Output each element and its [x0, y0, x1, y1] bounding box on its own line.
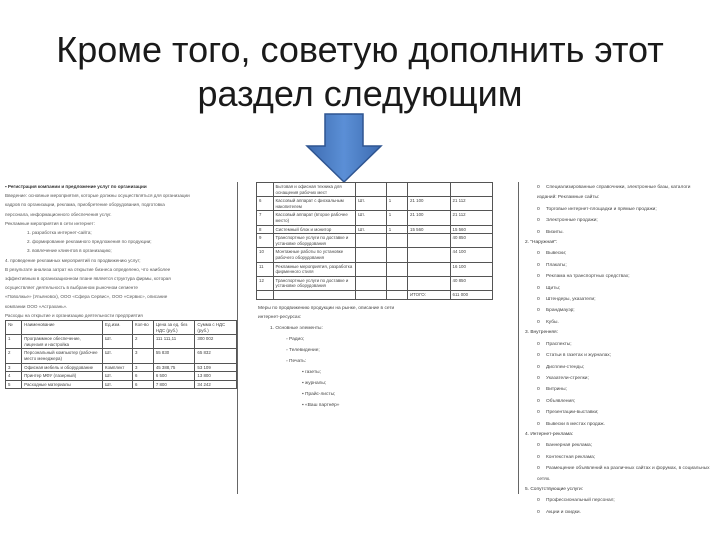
down-arrow-icon — [305, 112, 383, 184]
table-cell: 45 388,75 — [153, 363, 195, 372]
table-cell: 15 560 — [450, 225, 493, 234]
list-item — [525, 227, 723, 238]
paragraph: Рекламные мероприятия в сети интернет: — [5, 220, 95, 226]
list-item-text: Баннерная реклама; — [546, 443, 592, 449]
table-cell: 12 — [257, 276, 274, 290]
table-row — [6, 349, 237, 363]
table-header-cell: Ед.изм. — [103, 321, 133, 335]
list-item — [525, 430, 723, 440]
list-item-text: Вывески; — [546, 251, 567, 257]
list-item-text: Презентации-выставки; — [546, 410, 599, 416]
list-item — [525, 215, 723, 226]
table-row — [257, 197, 493, 211]
table-header-cell: № — [6, 321, 22, 335]
table-cell: Кассовый аппарат (второе рабочее место) — [273, 211, 356, 225]
table-cell: 21 100 — [408, 211, 450, 225]
table-cell: Рекламные мероприятия, разработка фирменного стиля — [273, 262, 356, 276]
list-item — [525, 260, 723, 271]
list-item: ▪ «Ваш партнёр» — [302, 402, 340, 408]
document-page-right — [518, 182, 723, 515]
list-item-text: Статьи в газетах и журналах; — [546, 353, 612, 359]
advertising-list — [525, 182, 723, 518]
list-item — [525, 271, 723, 282]
table-cell — [386, 248, 407, 262]
list-item-text: Торговые интернет-площадки и прямые продажи; — [546, 206, 657, 212]
table-cell — [408, 262, 450, 276]
list-item-text: сетях. — [537, 476, 551, 482]
table-header-cell: Сумма с НДС (руб.) — [195, 321, 237, 335]
expenses-table — [5, 320, 237, 389]
table-cell — [408, 234, 450, 248]
list-item-text: 5. Сопутствующие услуги: — [525, 486, 583, 492]
table-row — [257, 211, 493, 225]
table-row — [257, 183, 493, 197]
table-cell: 2 — [6, 349, 22, 363]
bullet-icon: o — [537, 318, 540, 325]
table-cell: 40 850 — [450, 276, 493, 290]
paragraph: кадров по организации, реклама, приобретение оборудования, подготовка — [5, 202, 165, 208]
table-cell: Офисная мебель и оборудование — [22, 363, 103, 372]
paragraph: 2. формирование рекламного предложения по продукции; — [27, 239, 152, 245]
table-cell — [450, 183, 493, 197]
table-cell: 1 — [386, 225, 407, 234]
bullet-icon: o — [537, 465, 540, 472]
table-cell — [386, 234, 407, 248]
list-item-text: Кубы. — [546, 319, 559, 325]
list-item-text: Размещение объявлений на различных сайтах и форумах, в социальных — [546, 466, 710, 472]
list-item — [525, 407, 723, 418]
bullet-icon: o — [537, 228, 540, 235]
table-cell: 6 500 — [153, 372, 195, 381]
table-cell: 15 560 — [408, 225, 450, 234]
list-item: ▪ журналы; — [302, 380, 327, 386]
promotion-note — [256, 304, 493, 323]
table-row — [6, 363, 237, 372]
table-header-cell: Наименование — [22, 321, 103, 335]
table-cell — [386, 183, 407, 197]
bullet-icon: o — [537, 352, 540, 359]
table-cell: 7 800 — [153, 380, 195, 389]
table-row — [257, 234, 493, 248]
table-cell: 10 — [257, 248, 274, 262]
table-row — [257, 290, 493, 299]
table-cell: Шт. — [356, 225, 387, 234]
table-cell: 21 112 — [450, 197, 493, 211]
list-item — [525, 248, 723, 259]
list-item-text: Контекстная реклама; — [546, 454, 596, 460]
paragraph: осуществляет деятельность в выбранном рыночном сегменте — [5, 285, 138, 291]
list-item — [525, 440, 723, 451]
bullet-icon: o — [537, 284, 540, 291]
bullet-icon: o — [537, 497, 540, 504]
table-cell — [386, 262, 407, 276]
paragraph: ▪ Регистрация компании и предложение услуг по организации — [5, 184, 147, 189]
list-item — [525, 193, 723, 203]
list-item-text: Визиты. — [546, 229, 564, 235]
list-item — [525, 204, 723, 215]
table-cell — [356, 234, 387, 248]
list-item-text: Специализированные справочники, электронные базы, каталоги — [546, 185, 691, 190]
bullet-icon: o — [537, 307, 540, 314]
table-cell: Шт. — [103, 349, 133, 363]
list-item — [525, 328, 723, 338]
list-item: ▪ газеты; — [302, 369, 321, 375]
table-cell: 3 — [6, 363, 22, 372]
bullet-icon: o — [537, 453, 540, 460]
table-cell: ИТОГО: — [408, 290, 450, 299]
table-cell — [386, 290, 407, 299]
bullet-icon: o — [537, 420, 540, 427]
document-page-middle — [256, 182, 493, 494]
table-cell: 53 109 — [195, 363, 237, 372]
table-row — [6, 335, 237, 349]
list-item — [525, 507, 723, 518]
table-cell — [356, 290, 387, 299]
table-cell: 44 100 — [450, 248, 493, 262]
table-cell: 55 830 — [153, 349, 195, 363]
table-cell: 611 000 — [450, 290, 493, 299]
table-cell — [257, 290, 274, 299]
table-cell: Персональный компьютер (рабочее место менеджера) — [22, 349, 103, 363]
table-cell: 1 — [6, 335, 22, 349]
list-item — [525, 317, 723, 328]
slide-title-line-1: Кроме того, советую дополнить этот — [56, 29, 664, 70]
table-cell: 2 — [133, 335, 154, 349]
table-cell: 11 — [257, 262, 274, 276]
list-item — [525, 339, 723, 350]
table-cell: 6 — [133, 372, 154, 381]
list-item — [525, 495, 723, 506]
table-cell: Комплект — [103, 363, 133, 372]
list-item — [525, 283, 723, 294]
list-item — [525, 238, 723, 248]
bullet-icon: o — [537, 397, 540, 404]
table-cell: 21 112 — [450, 211, 493, 225]
bullet-icon: o — [537, 442, 540, 449]
slide-title-line-2: раздел следующим — [197, 73, 523, 114]
table-row — [6, 372, 237, 381]
table-cell: Бытовая и офисная техника для оснащения рабочих мест — [273, 183, 356, 197]
table-cell — [356, 183, 387, 197]
table-cell: 300 002 — [195, 335, 237, 349]
bullet-icon: o — [537, 296, 540, 303]
table-cell: Кассовый аппарат с фискальным накопителем — [273, 197, 356, 211]
list-item-text: Электронные продажи; — [546, 218, 598, 224]
list-item-text: Дисплеи-стенды; — [546, 364, 585, 370]
list-item-text: Объявления; — [546, 398, 576, 404]
bullet-icon: o — [537, 217, 540, 224]
list-item: ▫ Телевидение; — [286, 347, 320, 353]
bullet-icon: o — [537, 273, 540, 280]
expenses-table-continued — [256, 182, 493, 300]
list-item-text: Вывески в местах продаж. — [546, 421, 605, 427]
left-page-text — [5, 182, 237, 320]
list-item-text: Витрины; — [546, 387, 567, 393]
table-cell: Шт. — [103, 372, 133, 381]
list-item: ▪ Прайс-листы; — [302, 391, 336, 397]
table-cell — [408, 183, 450, 197]
bullet-icon: o — [537, 363, 540, 370]
list-item — [525, 463, 723, 474]
table-cell — [356, 248, 387, 262]
list-item-text: Реклама на транспортных средствах; — [546, 274, 630, 280]
table-header-cell: Кол-во — [133, 321, 154, 335]
table-cell: Расходные материалы — [22, 380, 103, 389]
list-item-text: Штендеры, указатели; — [546, 297, 596, 303]
table-cell — [273, 290, 356, 299]
bullet-icon: o — [537, 508, 540, 515]
list-item — [525, 362, 723, 373]
paragraph: «Поволжье» (Ульяновск), ООО «Сфера Сервис», ООО «Сервис», описание — [5, 294, 168, 300]
table-cell: 21 100 — [408, 197, 450, 211]
promotion-note-line-1: Меры по продвижению продукции на рынке, описание в сети — [258, 305, 395, 311]
paragraph: персонала, информационного обеспечения услуг. — [5, 211, 112, 217]
table-cell: Транспортные услуги по доставке и установке оборудования — [273, 234, 356, 248]
promotion-note-line-2: интернет-ресурсах: — [258, 315, 302, 321]
paragraph: 1. разработка интернет-сайта; — [27, 230, 92, 236]
table-cell: 5 — [6, 380, 22, 389]
list-item-text: Щиты; — [546, 285, 561, 291]
table-cell: 16 100 — [450, 262, 493, 276]
list-item — [525, 485, 723, 495]
table-cell: 34 242 — [195, 380, 237, 389]
bullet-icon: o — [537, 184, 540, 190]
table-cell: 8 — [257, 225, 274, 234]
table-cell — [408, 276, 450, 290]
table-cell: Системный блок и монитор — [273, 225, 356, 234]
list-item-text: Профессиональный персонал; — [546, 498, 615, 504]
list-item — [525, 294, 723, 305]
bullet-icon: o — [537, 250, 540, 257]
table-cell — [356, 276, 387, 290]
list-item — [525, 475, 723, 485]
table-cell: Принтер МФУ (лазерный) — [22, 372, 103, 381]
table-cell: 13 800 — [195, 372, 237, 381]
table-cell: 1 — [386, 211, 407, 225]
list-item-text: 4. Интернет-реклама: — [525, 431, 574, 437]
table-cell — [408, 248, 450, 262]
table-cell: Шт. — [103, 380, 133, 389]
table-row — [257, 262, 493, 276]
table-cell: Шт. — [103, 335, 133, 349]
paragraph: Введение: основные мероприятия, которые должны осуществляться для организации — [5, 193, 190, 199]
list-item — [525, 419, 723, 430]
bullet-icon: o — [537, 340, 540, 347]
list-item — [525, 384, 723, 395]
list-item-text: 3. Внутренняя: — [525, 330, 558, 336]
promotion-list — [256, 323, 493, 411]
table-header-row — [6, 321, 237, 335]
paragraph: 3. вовлечение клиентов в организацию; — [27, 248, 112, 254]
table-cell: Монтажные работы по установке рабочего оборудования — [273, 248, 356, 262]
table-cell: 6 — [133, 380, 154, 389]
table-cell — [257, 183, 274, 197]
paragraph: Расходы на открытие и организацию деятельности предприятия — [5, 312, 143, 318]
list-item — [525, 305, 723, 316]
paragraph: компании ООО «Астрахань». — [5, 303, 68, 309]
list-item-text: Акции и скидки. — [546, 509, 581, 515]
table-cell: Программное обеспечение, лицензия и настройка — [22, 335, 103, 349]
table-cell: 9 — [257, 234, 274, 248]
table-cell: 40 850 — [450, 234, 493, 248]
list-item — [525, 373, 723, 384]
list-item — [525, 182, 723, 193]
bullet-icon: o — [537, 205, 540, 212]
paragraph: эффективным в организационном плане является структура фирмы, которая — [5, 276, 171, 282]
list-item-text: 2. "Наружная": — [525, 240, 558, 246]
table-cell: Шт. — [356, 211, 387, 225]
bullet-icon: o — [537, 386, 540, 393]
bullet-icon: o — [537, 409, 540, 416]
table-cell — [386, 276, 407, 290]
table-cell: 3 — [133, 363, 154, 372]
table-row — [257, 248, 493, 262]
list-item: 1. Основные элементы: — [270, 325, 323, 331]
table-header-cell: Цена за ед. без НДС (руб.) — [153, 321, 195, 335]
list-item — [525, 350, 723, 361]
list-item-text: Указатели-стрелки; — [546, 375, 589, 381]
table-cell: 65 832 — [195, 349, 237, 363]
table-cell: 3 — [133, 349, 154, 363]
list-item-text: Плакаты; — [546, 262, 567, 268]
bullet-icon: o — [537, 374, 540, 381]
document-page-left — [5, 182, 238, 494]
table-cell: 4 — [6, 372, 22, 381]
table-cell: 6 — [257, 197, 274, 211]
slide-title — [0, 28, 720, 116]
table-cell — [356, 262, 387, 276]
table-cell: 1 — [386, 197, 407, 211]
table-cell: Транспортные услуги по доставке и установке оборудования — [273, 276, 356, 290]
list-item-text: изданий: Рекламные сайты: — [537, 195, 600, 201]
table-cell: Шт. — [356, 197, 387, 211]
paragraph: 4. проведение рекламных мероприятий по продвижению услуг; — [5, 257, 141, 263]
table-cell: 7 — [257, 211, 274, 225]
list-item-text: Брандмауэр; — [546, 308, 575, 314]
list-item: ▫ Радио; — [286, 336, 305, 342]
table-row — [6, 380, 237, 389]
table-row — [257, 276, 493, 290]
table-cell: 111 111,11 — [153, 335, 195, 349]
list-item: ▫ Печать: — [286, 358, 307, 364]
list-item — [525, 396, 723, 407]
paragraph: В результате анализа затрат на открытие бизнеса определено, что наиболее — [5, 266, 171, 272]
list-item-text: Праспекты; — [546, 341, 572, 347]
bullet-icon: o — [537, 261, 540, 268]
table-row — [257, 225, 493, 234]
list-item — [525, 452, 723, 463]
